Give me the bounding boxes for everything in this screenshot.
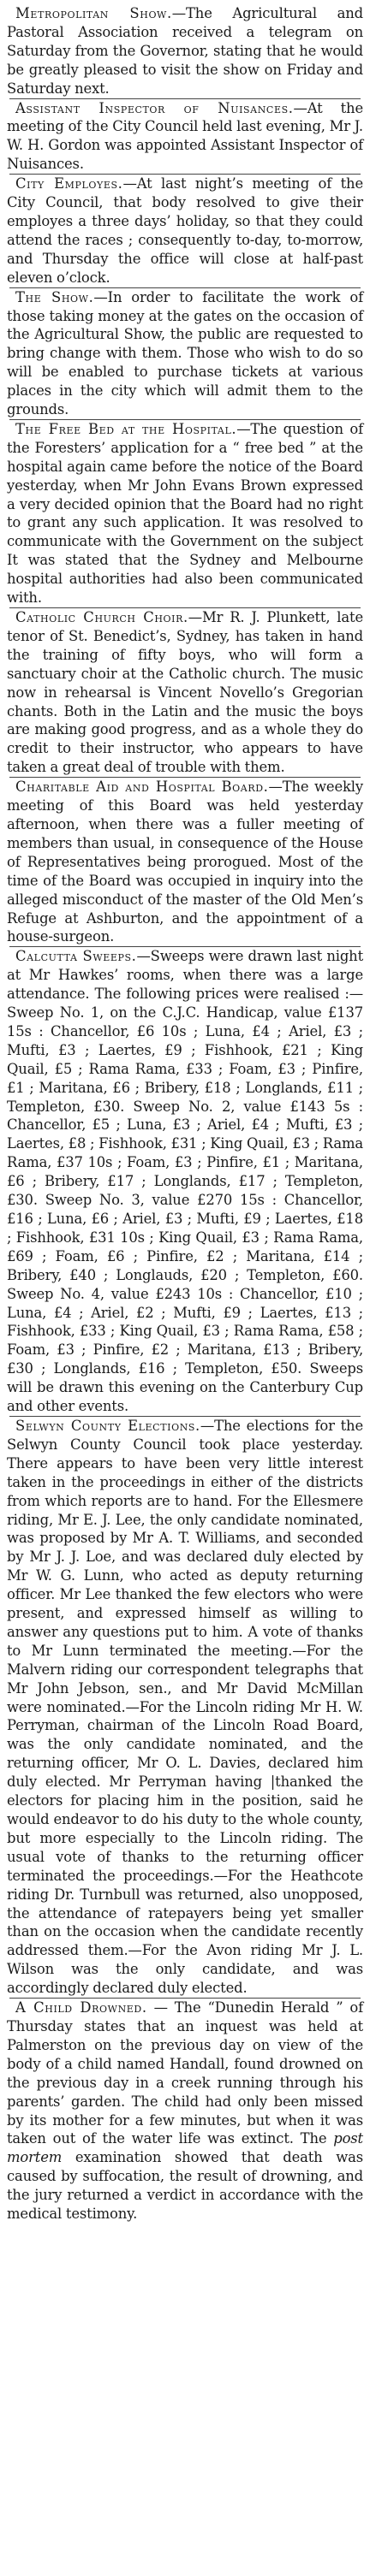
article-body: examination showed that death was caused by suffocation, the result of drowning, and the jury returned a verdict in accordance with the medical testimony. [7, 2149, 363, 2223]
article-body: — The “Dunedin Herald ” of Thursday states that an inquest was held at Palmerston on the previous day on view of the body of a child named Handall, found drowned on the previous day in a creek running through his parents’ garden. The child had only been missed by its mother for a few minutes, but when it was taken out of the water life was extinct. The [7, 1999, 363, 2147]
article [7, 4, 363, 98]
article [7, 947, 363, 1416]
article-heading: The Show. [15, 288, 94, 305]
article-heading: Charitable Aid and Hospital Board. [15, 779, 269, 796]
article [7, 175, 363, 287]
article-heading: Calcutta Sweeps. [15, 948, 137, 965]
article-body: —At the meeting of the City Council held last evening, Mr J. W. H. Gordon was appointed Assistant Inspector of Nuisances. [7, 99, 364, 173]
article [7, 608, 363, 777]
article-heading: The Free Bed at the Hospital. [15, 420, 237, 437]
article-heading: Assistant Inspector of Nuisances. [15, 99, 294, 116]
article-body: —The question of the Foresters’ application for a “ free bed ” at the hospital again came before the notice of the Board yesterday, when Mr John Evans Brown expressed a very decided opinion that the Board had no right to grant any such application. It was resolved to communicate with the Government on the subject It was stated that the Sydney and Melbourne hospital authorities had also been communicated with. [7, 420, 363, 607]
article-body: —Sweeps were drawn last night at Mr Hawkes’ rooms, when there was a large attendance. The following prices were realised :—Sweep No. 1, on the C.J.C. Handicap, value £137 15s : Chancellor, £6 10s ; Luna, £4 ; Ariel, £3 ; Mufti, £3 ; Laertes, £9 ; Fishhook, £21 ; King Quail, £5 ; Rama Rama, £33 ; Foam, £3 ; Pinfire, £1 ; Maritana, £6 ; Bribery, £18 ; Longlands, £11 ; Templeton, £30. Sweep No. 2, value £143 5s : Chancellor, £5 ; Luna, £3 ; Ariel, £4 ; Mufti, £3 ; Laertes, £8 ; Fishhook, £31 ; King Quail, £3 ; Rama Rama, £37 10s ; Foam, £3 ; Pinfire, £1 ; Maritana, £6 ; Bribery, £17 ; Longlands, £17 ; Templeton, £30. Sweep No. 3, value £270 15s : Chancellor, £16 ; Luna, £6 ; Ariel, £3 ; Mufti, £9 ; Laertes, £18 ; Fishhook, £31 10s ; King Quail, £3 ; Rama Rama, £69 ; Foam, £6 ; Pinfire, £2 ; Maritana, £14 ; Bribery, £40 ; Longlauds, £20 ; Templeton, £60. Sweep No. 4, value £243 10s : Chancellor, £10 ; Luna, £4 ; Ariel, £2 ; Mufti, £9 ; Laertes, £13 ; Fishhook, £33 ; King Quail, £3 ; Rama Rama, £58 ; Foam, £3 ; Pinfire, £2 ; Maritana, £13 ; Bribery, £30 ; Longlands, £16 ; Templeton, £50. Sweeps will be drawn this evening on the Canterbury Cup and other events. [7, 948, 364, 1415]
article-body: —At last night’s meeting of the City Council, that body resolved to give their employes a three days’ holiday, so that they could attend the races ; consequently to-day, to-morrow, and Thursday the office will close at half-past eleven o’clock. [7, 175, 363, 286]
article-heading: Selwyn County Elections. [15, 1417, 200, 1434]
article-body: —The Agricultural and Pastoral Association received a telegram on Saturday from the Governor, stating that he would be greatly pleased to visit the show on Friday and Saturday next. [7, 5, 363, 97]
article [7, 1417, 363, 1998]
article [7, 778, 363, 946]
article-body: —In order to facilitate the work of those taking money at the gates on the occasion of the Agricultural Show, the public are requested to bring change with them. Those who wish to do so will be enabled to purchase tickets at various places in the city which will admit them to the grounds. [7, 288, 363, 418]
article [7, 99, 363, 175]
article-heading: Metropolitan Show. [15, 5, 172, 21]
article [7, 1999, 363, 2224]
article-heading: City Employes. [15, 175, 123, 192]
article-italic-text: post mortem [7, 2130, 363, 2166]
article [7, 420, 363, 607]
article [7, 288, 363, 419]
article-body: —The elections for the Selwyn County Council took place yesterday. There appears to have been very little interest taken in the proceedings in either of the districts from which reports are to hand. For the Ellesmere riding, Mr E. J. Lee, the only candidate nominated, was proposed by Mr A. T. Williams, and seconded by Mr J. J. Loe, and was declared duly elected by Mr W. G. Lunn, who acted as deputy returning officer. Mr Lee thanked the few electors who were present, and expressed himself as willing to answer any questions put to him. A vote of thanks to Mr Lunn terminated the meeting.—For the Malvern riding our correspondent telegraphs that Mr John Jebson, sen., and Mr David McMillan were nominated.—For the Lincoln riding Mr H. W. Perryman, chairman of the Lincoln Road Board, was the only candidate nominated, and the returning officer, Mr O. L. Davies, declared him duly elected. Mr Perryman having |thanked the electors for placing him in the position, said he would endeavor to do his duty to the whole county, but more especially to the Lincoln riding. The usual vote of thanks to the returning officer terminated the proceedings.—For the Heathcote riding Dr. Turnbull was returned, also unopposed, the attendance of ratepayers being yet smaller than on the occasion when the candidate recently addressed them.—For the Avon riding Mr J. L. Wilson was the only candidate, and was accordingly declared duly elected. [7, 1417, 363, 1997]
article-body: —Mr R. J. Plunkett, late tenor of St. Benedict’s, Sydney, has taken in hand the training of fifty boys, who will form a sanctuary choir at the Catholic church. The music now in rehearsal is Vincent Novello’s Gregorian chants. Both in the Latin and the music the boys are making good progress, and as a whole they do credit to their instructor, who appears to have taken a great deal of trouble with them. [7, 609, 363, 776]
article-heading: A Child Drowned. [15, 1999, 147, 2016]
article-heading: Catholic Church Choir. [15, 609, 188, 625]
article-body: —The weekly meeting of this Board was held yesterday afternoon, when there was a fuller meeting of members than usual, in consequence of the House of Representatives being prorogued. Most of the time of the Board was occupied in inquiry into the alleged misconduct of the master of the Old Men’s Refuge at Ashburton, and the appointment of a house-surgeon. [7, 779, 364, 945]
